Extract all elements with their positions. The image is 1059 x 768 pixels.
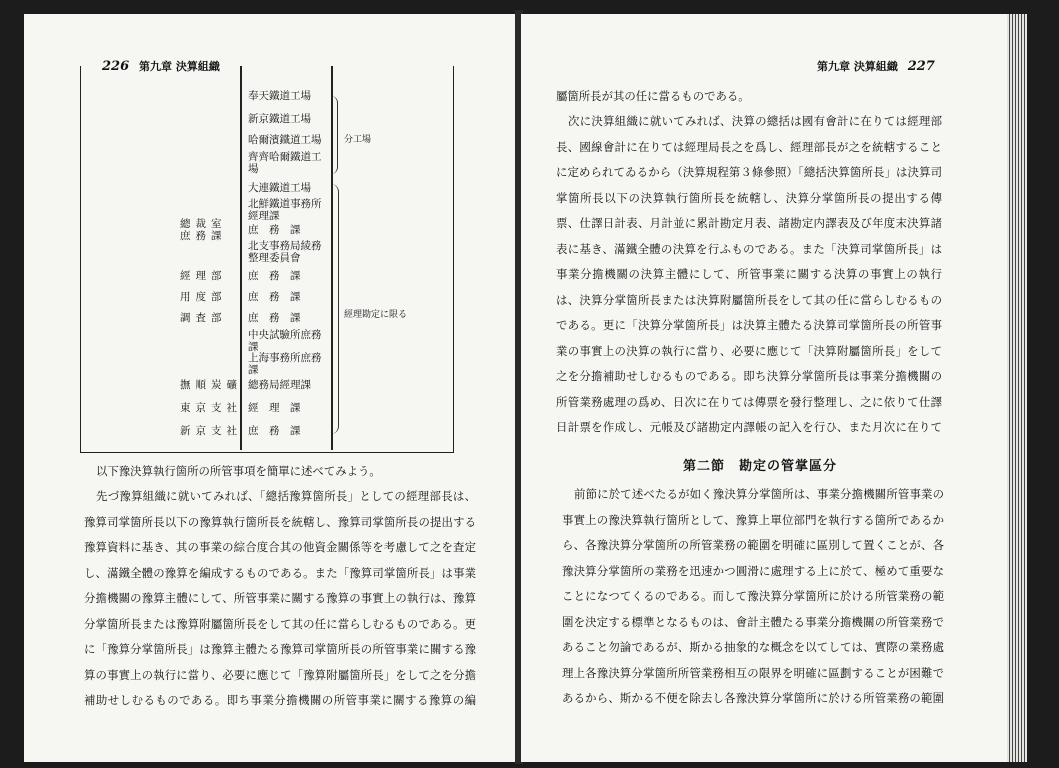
org-divider-left xyxy=(240,66,242,450)
page-number: 226 xyxy=(102,59,130,74)
right-page-header xyxy=(817,58,935,74)
org-item: 庶 務 課 xyxy=(248,291,301,303)
org-item: 北支事務局綾務整理委員會 xyxy=(248,240,322,264)
left-paragraph: 以下豫決算執行箇所の所管事項を簡單に述べてみよう。 xyxy=(96,464,381,478)
org-item: 新京鐵道工場 xyxy=(248,113,311,125)
org-item: 總務局經理課 xyxy=(248,379,311,391)
org-item: 大連鐵道工場 xyxy=(248,182,311,194)
org-item: 庶 務 課 xyxy=(248,312,301,324)
org-item: 北鮮鐵道事務所經理課 xyxy=(248,198,322,222)
brace-accounts xyxy=(331,184,339,434)
org-label: 新京支社 xyxy=(180,425,242,437)
org-item: 庶 務 課 xyxy=(248,425,301,437)
page-number: 227 xyxy=(907,59,935,74)
section-title: 第二節 勘定の管掌區分 xyxy=(683,459,838,474)
org-item: 上海事務所庶務課 xyxy=(248,352,322,376)
org-item: 哈爾濱鐵道工場 xyxy=(248,134,322,146)
chapter-title: 第九章 決算組織 xyxy=(817,60,898,73)
org-item: 中央試驗所庶務課 xyxy=(248,329,322,353)
right-paragraph: 前節に於て述べたるが如く豫決算分掌箇所は、事業分擔機關所管事業の事實上の豫決算執行箇所として、豫算上單位部門を執行する箇所であるから、各豫決算分掌箇所の所管業務の範圍を明確に區別して置くことが、各豫決算分掌箇所の業務を迅速かつ圓滑に處理する上に於て、極めて重要なことになつてくるのである。而して豫決算分掌箇所に於ける所管業務の範圍を決定する標準となるものは、會計主體たる事業分擔機關の所管業務であること勿論であるが、斯かる抽象的な概念を以てしては、實際の業務處理上各豫決算分掌箇所所管業務相互の限界を明確に區劃することが困難であるから、斯かる不便を除去し各豫決算分掌箇所に於ける所管業務の範圍 xyxy=(562,487,944,705)
org-item: 庶 務 課 xyxy=(248,270,301,282)
brace-shops xyxy=(331,96,338,174)
org-label: 經理部 xyxy=(180,270,227,282)
right-paragraph: 次に決算組織に就いてみれば、決算の總括は國有會計に在りては經理部長、國線會計に在りては經理局長之を爲し、經理部長が之を統轄することに定められてゐるから（決算規程第３條參照）「總括決算箇所長」は決算司掌箇所長以下の決算執行箇所長を統轄し、決算分掌箇所長の提出する傳票、仕譯日計表、月計並に累計勘定月表、諸勘定内譯表及び年度末決算諸表に基き、滿鐵全體の決算を行ふものである。また「決算司掌箇所長」は事業分擔機關の決算主體にして、所管事業に關する決算の事實上の執行は、決算分掌箇所長または決算附屬箇所長をして其の任に當らしむるものである。更に「決算分掌箇所長」は決算主體たる決算司掌箇所長の所管事業の事實上の決算の執行に當り、必要に應じて「決算附屬箇所長」をして之を分擔補助せしむるものである。即ち決算分掌箇所長は事業分擔機關の所管業務處理の爲め、日次に在りては傳票を發行整理し、之に依りて仕譯日計票を作成し、元帳及び諸勘定内譯帳の記入を行ひ、また月次に在りて xyxy=(556,114,942,434)
org-label: 撫順炭礦 xyxy=(180,379,242,391)
org-item: 庶 務 課 xyxy=(248,224,301,236)
org-label: 調査部 xyxy=(180,312,227,324)
org-note-shops: 分工場 xyxy=(344,135,372,145)
org-item: 齊齊哈爾鐵道工場 xyxy=(248,151,322,175)
org-item: 奉天鐵道工場 xyxy=(248,90,311,102)
right-paragraph: 屬箇所長が其の任に當るものである。 xyxy=(556,89,750,103)
page-edges xyxy=(1007,14,1027,762)
org-note-accounts: 經理勘定に限る xyxy=(344,310,408,320)
org-label: 東京支社 xyxy=(180,402,242,414)
chapter-title: 第九章 決算組織 xyxy=(138,60,220,73)
org-item: 經 理 課 xyxy=(248,402,301,414)
left-paragraph: 先づ豫算組織に就いてみれば、「總括豫算箇所長」としての經理部長は、豫算司掌箇所長以下の豫算執行箇所長を統轄し、豫算司掌箇所長の提出する豫算資料に基き、其の事業の綜合度合其の他資金關係等を考慮して之を査定し、滿鐵全體の豫算を編成するものである。また「豫算司掌箇所長」は事業分擔機關の豫算主體にして、所管事業に關する豫算の事實上の執行は、豫算分掌箇所長または豫算附屬箇所長をして其の任に當らしむるものである。更に「豫算分掌箇所長」は豫算主體たる豫算司掌箇所長の所管事業に關する豫算の事實上の執行に當り、必要に應じて「豫算附屬箇所長」をして之を分擔補助せしむるものである。即ち事業分擔機關の所管事業に關する豫算の編 xyxy=(84,489,476,707)
org-label: 用度部 xyxy=(180,291,227,303)
org-label: 總裁室庶務課 xyxy=(180,218,227,242)
